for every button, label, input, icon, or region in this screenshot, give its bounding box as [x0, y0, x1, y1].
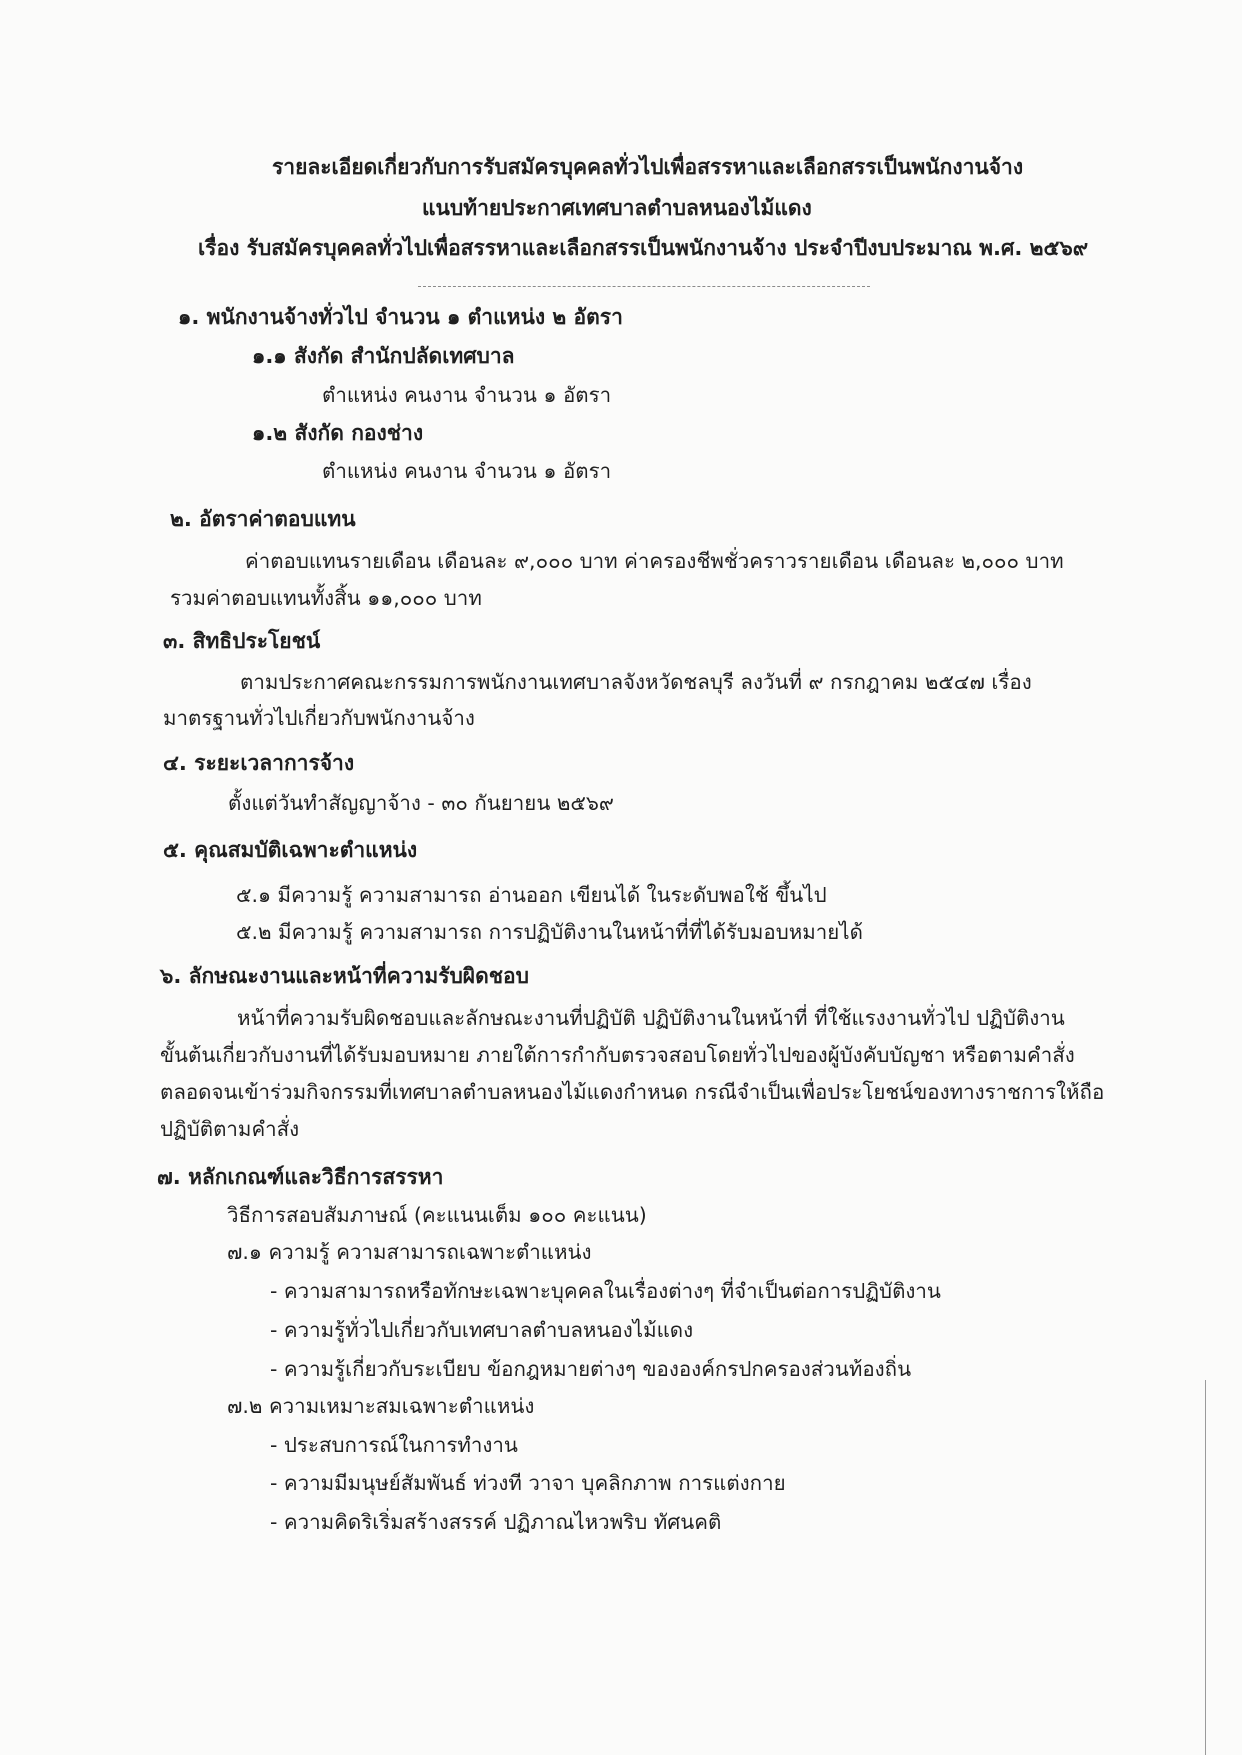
- section-7-2-item-1: - ประสบการณ์ในการทำงาน: [270, 1433, 518, 1457]
- section-5-item-1: ๕.๑ มีความรู้ ความสามารถ อ่านออก เขียนได้ ในระดับพอใช้ ขึ้นไป: [236, 883, 827, 907]
- section-7-1-item-3: - ความรู้เกี่ยวกับระเบียบ ข้อกฎหมายต่างๆ ขององค์กรปกครองส่วนท้องถิ่น: [270, 1357, 912, 1381]
- section-1-2-heading: ๑.๒ สังกัด กองช่าง: [252, 421, 424, 445]
- scan-edge-line: [1205, 1380, 1206, 1755]
- section-7-1-item-2: - ความรู้ทั่วไปเกี่ยวกับเทศบาลตำบลหนองไม้แดง: [270, 1318, 694, 1342]
- section-5-heading: ๕. คุณสมบัติเฉพาะตำแหน่ง: [163, 838, 418, 862]
- section-7-heading: ๗. หลักเกณฑ์และวิธีการสรรหา: [157, 1165, 444, 1189]
- section-7-method: วิธีการสอบสัมภาษณ์ (คะแนนเต็ม ๑๐๐ คะแนน): [227, 1203, 647, 1227]
- section-2-line-2: รวมค่าตอบแทนทั้งสิ้น ๑๑,๐๐๐ บาท: [170, 586, 482, 610]
- document-title-line-2: แนบท้ายประกาศเทศบาลตำบลหนองไม้แดง: [422, 196, 812, 220]
- section-3-line-2: มาตรฐานทั่วไปเกี่ยวกับพนักงานจ้าง: [163, 706, 475, 730]
- document-title-line-1: รายละเอียดเกี่ยวกับการรับสมัครบุคคลทั่วไปเพื่อสรรหาและเลือกสรรเป็นพนักงานจ้าง: [272, 155, 1024, 179]
- section-6-line-2: ขั้นต้นเกี่ยวกับงานที่ได้รับมอบหมาย ภายใต้การกำกับตรวจสอบโดยทั่วไปของผู้บังคับบัญชา หรือตามคำสั่ง: [160, 1043, 1075, 1067]
- section-1-1-detail: ตำแหน่ง คนงาน จำนวน ๑ อัตรา: [322, 383, 612, 407]
- section-3-heading: ๓. สิทธิประโยชน์: [163, 629, 321, 653]
- section-6-line-4: ปฏิบัติตามคำสั่ง: [160, 1117, 300, 1141]
- section-7-2-item-2: - ความมีมนุษย์สัมพันธ์ ท่วงที วาจา บุคลิกภาพ การแต่งกาย: [270, 1471, 786, 1495]
- section-7-2-heading: ๗.๒ ความเหมาะสมเฉพาะตำแหน่ง: [227, 1394, 535, 1418]
- section-7-1-heading: ๗.๑ ความรู้ ความสามารถเฉพาะตำแหน่ง: [227, 1240, 592, 1264]
- section-7-2-item-3: - ความคิดริเริ่มสร้างสรรค์ ปฏิภาณไหวพริบ ทัศนคติ: [270, 1510, 722, 1534]
- section-3-line-1: ตามประกาศคณะกรรมการพนักงานเทศบาลจังหวัดชลบุรี ลงวันที่ ๙ กรกฎาคม ๒๕๔๗ เรื่อง: [240, 670, 1032, 694]
- section-1-2-detail: ตำแหน่ง คนงาน จำนวน ๑ อัตรา: [322, 459, 612, 483]
- section-1-1-heading: ๑.๑ สังกัด สำนักปลัดเทศบาล: [252, 344, 515, 368]
- section-1-heading: ๑. พนักงานจ้างทั่วไป จำนวน ๑ ตำแหน่ง ๒ อัตรา: [178, 305, 623, 329]
- section-6-heading: ๖. ลักษณะงานและหน้าที่ความรับผิดชอบ: [160, 964, 529, 988]
- section-6-line-3: ตลอดจนเข้าร่วมกิจกรรมที่เทศบาลตำบลหนองไม้แดงกำหนด กรณีจำเป็นเพื่อประโยชน์ของทางราชการให้ถือ: [160, 1080, 1105, 1104]
- section-2-heading: ๒. อัตราค่าตอบแทน: [170, 507, 356, 531]
- section-7-1-item-1: - ความสามารถหรือทักษะเฉพาะบุคคลในเรื่องต่างๆ ที่จำเป็นต่อการปฏิบัติงาน: [270, 1279, 941, 1303]
- section-4-line-1: ตั้งแต่วันทำสัญญาจ้าง - ๓๐ กันยายน ๒๕๖๙: [228, 791, 614, 815]
- section-6-line-1: หน้าที่ความรับผิดชอบและลักษณะงานที่ปฏิบัติ ปฏิบัติงานในหน้าที่ ที่ใช้แรงงานทั่วไป ปฏิบัติงาน: [237, 1006, 1065, 1030]
- document-title-line-3: เรื่อง รับสมัครบุคคลทั่วไปเพื่อสรรหาและเลือกสรรเป็นพนักงานจ้าง ประจำปีงบประมาณ พ.ศ. ๒๕๖๙: [198, 236, 1089, 260]
- title-divider: [418, 286, 870, 287]
- section-4-heading: ๔. ระยะเวลาการจ้าง: [163, 751, 355, 775]
- section-5-item-2: ๕.๒ มีความรู้ ความสามารถ การปฏิบัติงานในหน้าที่ที่ได้รับมอบหมายได้: [236, 920, 863, 944]
- section-2-line-1: ค่าตอบแทนรายเดือน เดือนละ ๙,๐๐๐ บาท ค่าครองชีพชั่วคราวรายเดือน เดือนละ ๒,๐๐๐ บาท: [245, 549, 1064, 573]
